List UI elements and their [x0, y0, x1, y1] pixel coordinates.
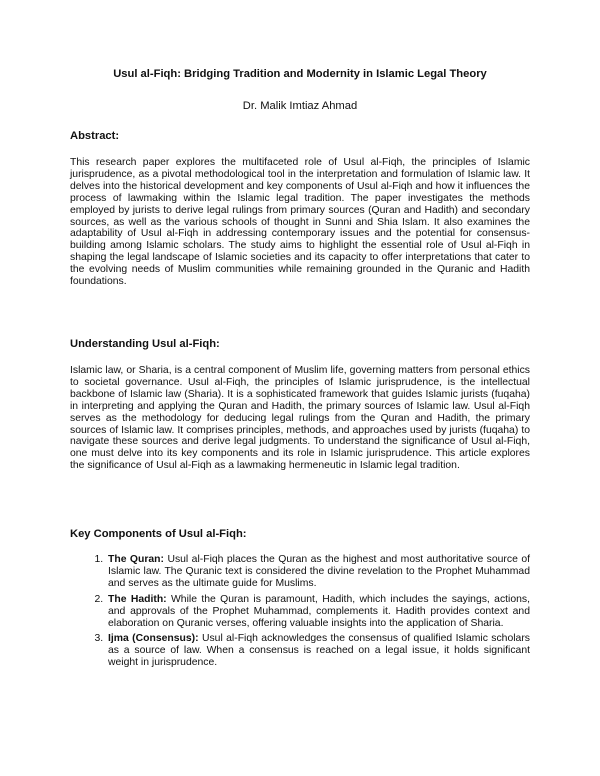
paper-title: Usul al-Fiqh: Bridging Tradition and Modernity in Islamic Legal Theory — [113, 68, 487, 80]
list-item-text: While the Quran is paramount, Hadith, which includes the sayings, actions, and approvals of the Prophet Muhammad, complements it. Hadith provides context and elaboration on Quranic verses, offering valuable insights into the application of Sharia. — [108, 593, 530, 629]
paper-author: Dr. Malik Imtiaz Ahmad — [242, 100, 358, 112]
understanding-paragraph: Islamic law, or Sharia, is a central component of Muslim life, governing matters from personal ethics to societal governance. Usul al-Fiqh, the principles of Islamic jurisprudence, is the intellectual backbone of Islamic law (Sharia). It is a sophisticated framework that guides Islamic jurists (fuqaha) in interpreting and applying the Quran and Hadith, the primary sources of Islamic law. Usul al-Fiqh serves as the methodology for deducing legal rulings from the Quran and Hadith, the primary sources of Islamic law. It comprises principles, methods, and approaches used by jurists (fuqaha) to navigate these sources and derive legal judgments. To understand the significance of Usul al-Fiqh, one must delve into its key components and its role in Islamic jurisprudence. This article explores the significance of Usul al-Fiqh as a lawmaking hermeneutic in Islamic legal tradition. — [70, 365, 530, 472]
components-heading: Key Components of Usul al-Fiqh: — [70, 528, 247, 540]
list-item-term: The Quran: — [108, 554, 164, 565]
list-item-text: Usul al-Fiqh acknowledges the consensus of qualified Islamic scholars as a source of law. When a consensus is reached on a legal issue, it holds significant weight in jurisprudence. — [108, 633, 530, 669]
understanding-heading: Understanding Usul al-Fiqh: — [70, 338, 220, 350]
abstract-paragraph: This research paper explores the multifaceted role of Usul al-Fiqh, the principles of Islamic jurisprudence, as a pivotal methodological tool in the interpretation and formulation of Islamic law. It delves into the historical development and key components of Usul al-Fiqh and how it influences the process of lawmaking within the Islamic legal tradition. The paper investigates the methods employed by jurists to derive legal rulings from primary sources (Quran and Hadith) and secondary sources, as well as the various schools of thought in Sunni and Shia Islam. It also examines the adaptability of Usul al-Fiqh in addressing contemporary issues and the potential for consensus-building among Islamic scholars. The study aims to highlight the essential role of Usul al-Fiqh in shaping the legal landscape of Islamic societies and its capacity to offer interpretations that cater to the evolving needs of Muslim communities while remaining grounded in the Quranic and Hadith foundations. — [70, 157, 530, 288]
list-item-text: Usul al-Fiqh places the Quran as the highest and most authoritative source of Islamic law. The Quranic text is considered the divine revelation to the Prophet Muhammad and serves as the ultimate guide for Muslims. — [108, 554, 530, 589]
list-item-term: Ijma (Consensus): — [108, 633, 199, 645]
list-item-quran — [106, 554, 530, 590]
components-list — [70, 554, 530, 673]
list-item-ijma — [106, 633, 530, 669]
abstract-heading: Abstract: — [70, 130, 120, 142]
list-item-term: The Hadith: — [108, 593, 167, 605]
list-item-hadith — [106, 594, 530, 630]
